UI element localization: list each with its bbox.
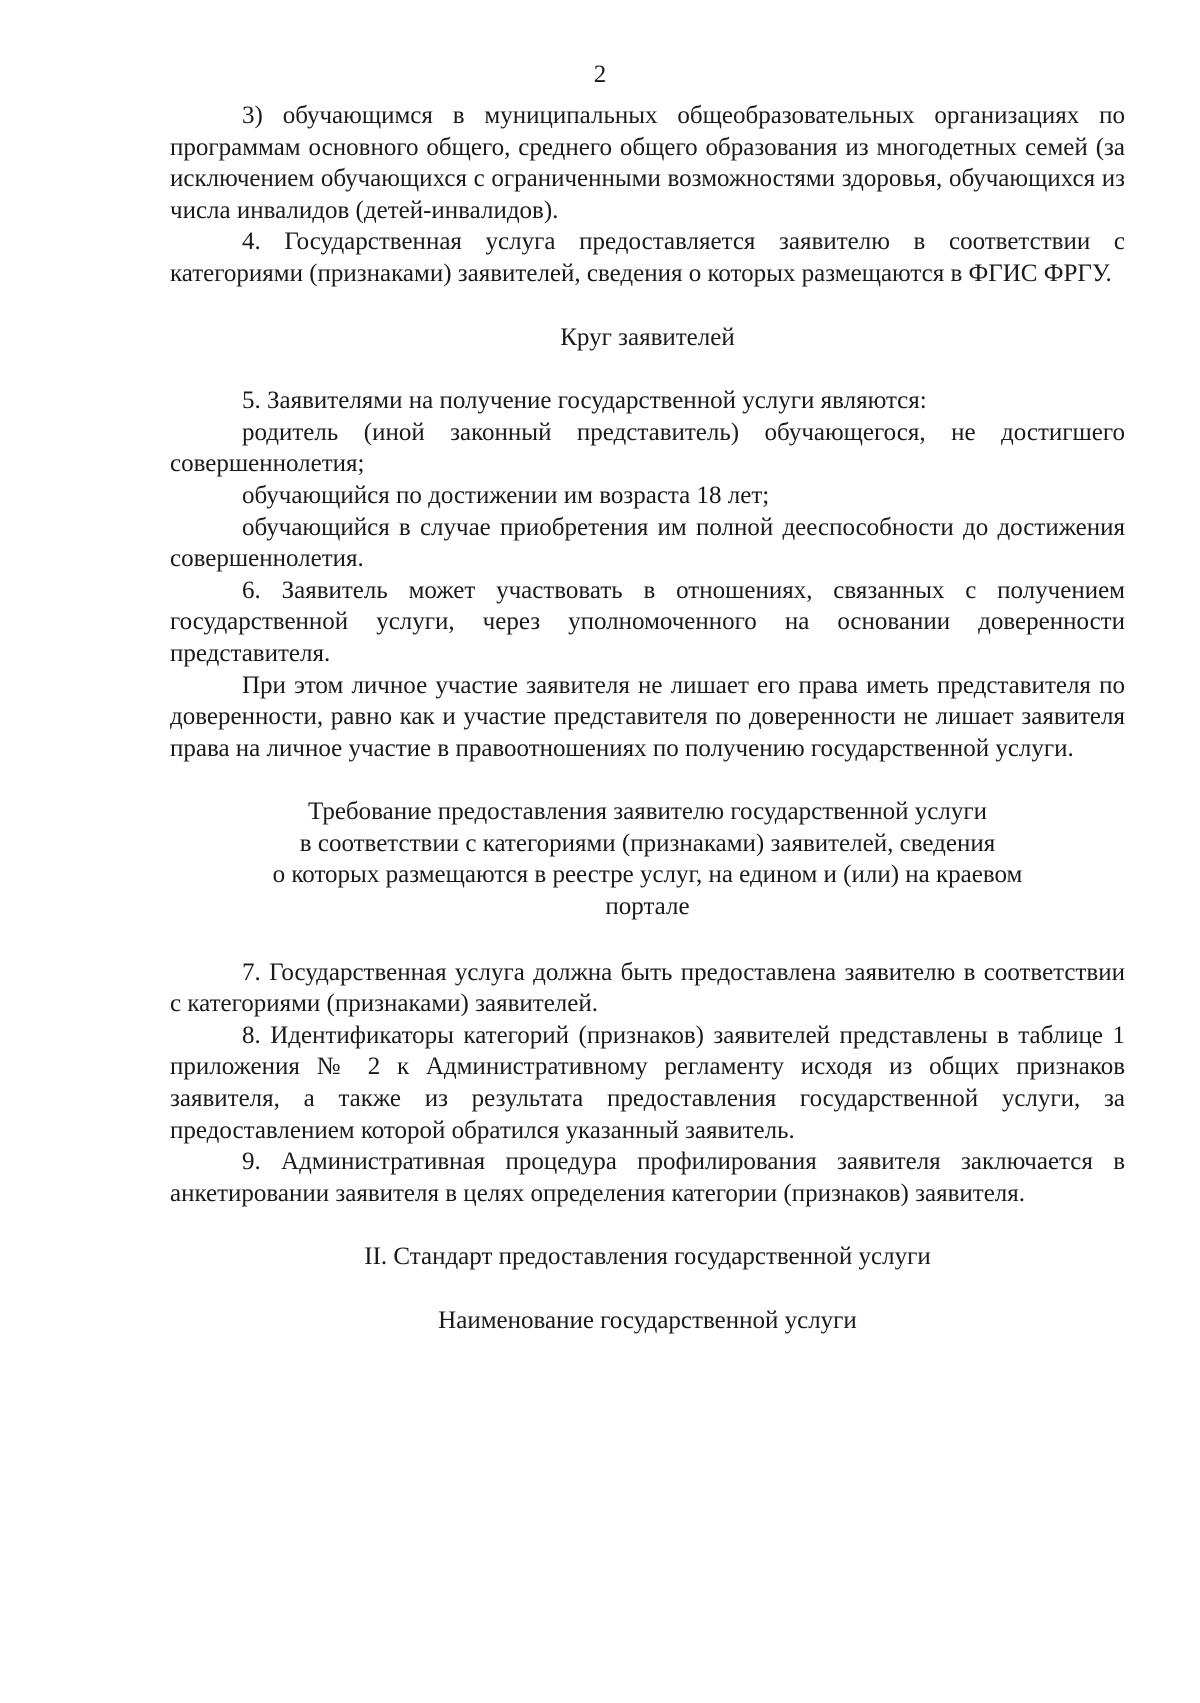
paragraph-8: 8. Идентификаторы категорий (признаков) заявителей представлены в таблице 1 приложения № 2 к Административному регламенту исходя из общих признаков заявителя, а также из результата предоставления государственной услуги, за предоставлением которой обратился указанный заявитель. <box>170 1021 1125 1144</box>
heading-line: в соответствии с категориями (признаками) заявителей, сведения <box>299 829 996 857</box>
heading-line: о которых размещаются в реестре услуг, на едином и (или) на краевом <box>272 861 1023 889</box>
document-body <box>170 100 1125 1337</box>
paragraph-9: 9. Административная процедура профилирования заявителя заключается в анкетировании заявителя в целях определения категории (признаков) заявителя. <box>170 1148 1125 1207</box>
paragraph-5-capacity: обучающийся в случае приобретения им полной дееспособности до достижения совершеннолетия. <box>170 513 1125 573</box>
section-heading-service-name: Наименование государственной услуги <box>438 1307 857 1334</box>
heading-line: портале <box>605 893 690 921</box>
paragraph-6-personal: При этом личное участие заявителя не лишает его права иметь представителя по доверенности, равно как и участие представителя по доверенности не лишает заявителя права на личное участие в правоотношениях по получению государственной услуги. <box>170 671 1125 762</box>
section-heading-applicants: Круг заявителей <box>560 323 735 351</box>
page-number: 2 <box>593 61 607 88</box>
paragraph-item-3: 3) обучающимся в муниципальных общеобразовательных организациях по программам основного общего, среднего общего образования из многодетных семей (за исключением обучающихся с ограниченными возможностями здоровья, обучающихся из числа инвалидов (детей-инвалидов). <box>170 102 1125 224</box>
paragraph-5: 5. Заявителями на получение государственной услуги являются: <box>242 387 927 415</box>
section-heading-requirement <box>170 796 1125 922</box>
heading-line: Требование предоставления заявителю государственной услуги <box>308 798 987 826</box>
section-heading-standard: II. Стандарт предоставления государственной услуги <box>364 1243 931 1271</box>
paragraph-4: 4. Государственная услуга предоставляется заявителю в соответствии с категориями (признаками) заявителей, сведения о которых размещаются в ФГИС ФРГУ. <box>170 228 1125 287</box>
paragraph-7: 7. Государственная услуга должна быть предоставлена заявителю в соответствии с категориями (признаками) заявителей. <box>170 958 1125 1018</box>
paragraph-5-parent: родитель (иной законный представитель) обучающегося, не достигшего совершеннолетия; <box>170 418 1125 478</box>
paragraph-6: 6. Заявитель может участвовать в отношениях, связанных с получением государственной услуги, через уполномоченного на основании доверенности представителя. <box>170 576 1125 667</box>
paragraph-5-age: обучающийся по достижении им возраста 18 лет; <box>242 481 770 509</box>
